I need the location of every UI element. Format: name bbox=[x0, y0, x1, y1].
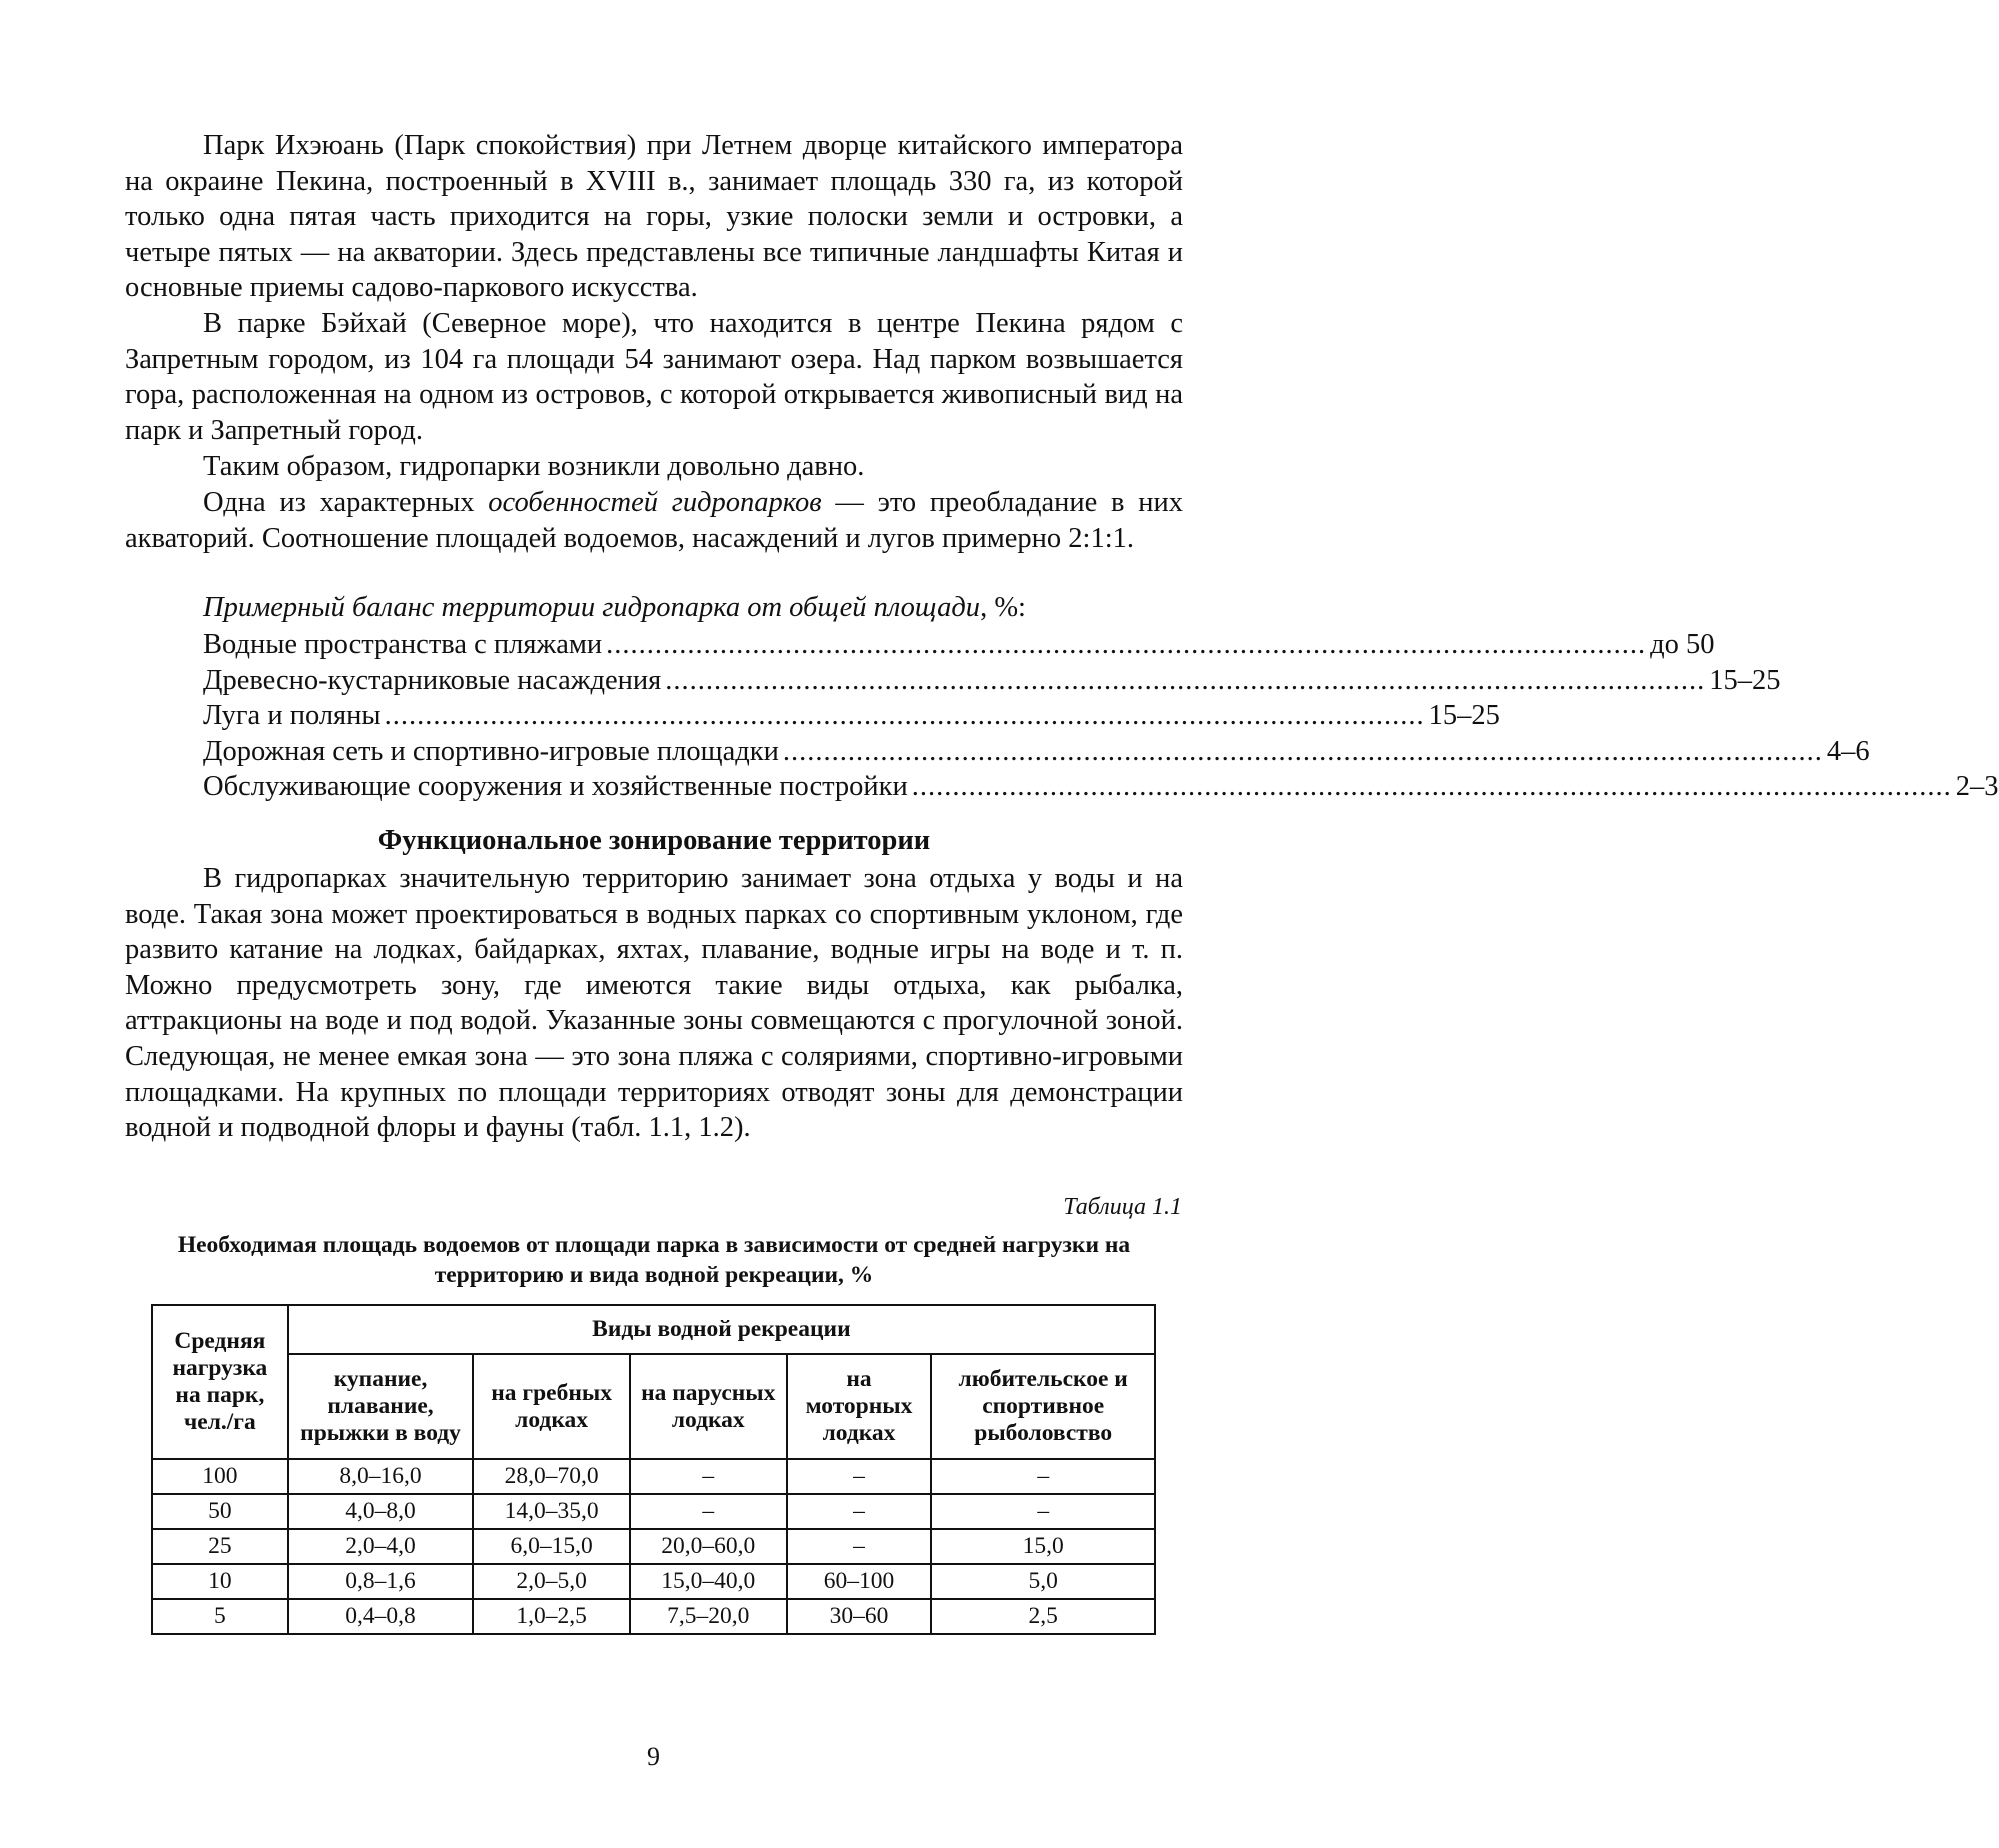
table-cell: 28,0–70,0 bbox=[473, 1459, 630, 1494]
balance-list bbox=[203, 627, 1999, 805]
dot-leader: ................................................................................................................................ bbox=[606, 629, 1647, 660]
balance-item-value: 4–6 bbox=[1826, 735, 1870, 767]
table-cell: 5,0 bbox=[931, 1564, 1155, 1599]
paragraph-zoning: В гидропарках значительную территорию занимает зона отдыха у воды и на воде. Такая зона может проектироваться в водных парках со спортивным уклоном, где развито катание на лодках, байдарках, яхтах, плавание, водные игры на воде и т. п. Можно предусмотреть зону, где имеются такие виды отдыха, как рыбалка, аттракционы на воде и под водой. Указанные зоны совмещаются с прогулочной зоной. Следующая, не менее емкая зона — это зона пляжа с соляриями, спортивно-игровыми площадками. На крупных по площади территориях отводят зоны для демонстрации водной и подводной флоры и фауны (табл. 1.1, 1.2). bbox=[125, 863, 1183, 1144]
table-cell: 2,0–5,0 bbox=[473, 1564, 630, 1599]
balance-item-label: Древесно-кустарниковые насаждения bbox=[203, 664, 662, 696]
table-cell: – bbox=[787, 1529, 932, 1564]
header-fishing: любительское и спортивное рыболовство bbox=[931, 1354, 1155, 1459]
table-cell: – bbox=[931, 1459, 1155, 1494]
paragraph-features bbox=[125, 485, 1183, 556]
table-cell: – bbox=[630, 1459, 787, 1494]
dot-leader: ................................................................................................................................ bbox=[911, 771, 1952, 803]
balance-item bbox=[203, 734, 1870, 770]
table-cell: 2,0–4,0 bbox=[288, 1529, 474, 1564]
table-cell: 14,0–35,0 bbox=[473, 1494, 630, 1529]
balance-item bbox=[203, 627, 1715, 663]
table-cell: 15,0 bbox=[931, 1529, 1155, 1564]
paragraph-summer-palace: Парк Ихэюань (Парк спокойствия) при Летнем дворце китайского императора на окраине Пекина, построенный в XVIII в., занимает площадь 330 га, из которой только одна пятая часть приходится на горы, узкие полоски земли и островки, а четыре пятых — на акватории. Здесь представлены все типичные ландшафты Китая и основные приемы садово-паркового искусства. bbox=[125, 130, 1183, 304]
table-cell: 20,0–60,0 bbox=[630, 1529, 787, 1564]
balance-item bbox=[203, 698, 1500, 734]
table-cell: 6,0–15,0 bbox=[473, 1529, 630, 1564]
paragraph-beihai-park: В парке Бэйхай (Северное море), что находится в центре Пекина рядом с Запретным городом, из 104 га площади 54 занимают озера. Над парком возвышается гора, расположенная на одном из островов, с которой открывается живописный вид на парк и Запретный город. bbox=[125, 308, 1183, 446]
table-cell: 2,5 bbox=[931, 1599, 1155, 1634]
balance-item-label: Водные пространства с пляжами bbox=[203, 629, 603, 660]
recreation-table bbox=[151, 1304, 1156, 1635]
balance-caption bbox=[203, 590, 1026, 626]
table-cell: 1,0–2,5 bbox=[473, 1599, 630, 1634]
balance-item-value: 15–25 bbox=[1428, 700, 1500, 732]
table-cell: – bbox=[787, 1494, 932, 1529]
header-sailing-boats: на парусных лодках bbox=[630, 1354, 787, 1459]
table-cell: – bbox=[931, 1494, 1155, 1529]
table-row bbox=[152, 1564, 1155, 1599]
paragraph-conclusion: Таким образом, гидропарки возникли довольно давно. bbox=[203, 451, 865, 482]
header-swimming: купание, плавание, прыжки в воду bbox=[288, 1354, 474, 1459]
header-load: Средняя нагрузка на парк, чел./га bbox=[152, 1305, 288, 1459]
table-cell: – bbox=[630, 1494, 787, 1529]
balance-item-label: Дорожная сеть и спортивно-игровые площадки bbox=[203, 735, 779, 767]
table-row bbox=[152, 1459, 1155, 1494]
balance-item-value: до 50 bbox=[1650, 629, 1715, 660]
section-heading: Функциональное зонирование территории bbox=[377, 825, 931, 856]
table-cell: 0,8–1,6 bbox=[288, 1564, 474, 1599]
balance-item bbox=[203, 769, 1999, 805]
balance-caption-unit: , %: bbox=[980, 592, 1026, 623]
table-cell: – bbox=[787, 1459, 932, 1494]
header-rowing-boats: на гребных лодках bbox=[473, 1354, 630, 1459]
table-cell: 100 bbox=[152, 1459, 288, 1494]
balance-caption-text: Примерный баланс территории гидропарка от общей площади bbox=[203, 592, 981, 623]
table-cell: 50 bbox=[152, 1494, 288, 1529]
balance-item-label: Луга и поляны bbox=[203, 700, 381, 732]
table-cell: 5 bbox=[152, 1599, 288, 1634]
features-text-end: — это преобладание в них акваторий. Соотношение площадей водоемов, насаждений и лугов примерно 2:1:1. bbox=[125, 487, 1183, 554]
balance-item-label: Обслуживающие сооружения и хозяйственные постройки bbox=[203, 771, 908, 803]
table-number: Таблица 1.1 bbox=[1063, 1194, 1182, 1220]
table-row bbox=[152, 1529, 1155, 1564]
table-cell: 15,0–40,0 bbox=[630, 1564, 787, 1599]
dot-leader: ................................................................................................................................ bbox=[782, 735, 1823, 767]
header-motor-boats: на моторных лодках bbox=[787, 1354, 932, 1459]
table-title: Необходимая площадь водоемов от площади парка в зависимости от средней нагрузки на территорию и вида водной рекреации, % bbox=[177, 1232, 1131, 1288]
table-cell: 60–100 bbox=[787, 1564, 932, 1599]
page-number: 9 bbox=[647, 1742, 660, 1771]
dot-leader: ................................................................................................................................ bbox=[384, 700, 1425, 732]
balance-item-value: 2–3 bbox=[1955, 771, 1999, 803]
dot-leader: ................................................................................................................................ bbox=[665, 664, 1706, 696]
table-cell: 25 bbox=[152, 1529, 288, 1564]
balance-item-value: 15–25 bbox=[1709, 664, 1781, 696]
table-cell: 30–60 bbox=[787, 1599, 932, 1634]
balance-item bbox=[203, 663, 1781, 699]
table-row bbox=[152, 1599, 1155, 1634]
table-cell: 8,0–16,0 bbox=[288, 1459, 474, 1494]
features-emphasis: особенностей гидропарков bbox=[488, 487, 822, 518]
table-cell: 7,5–20,0 bbox=[630, 1599, 787, 1634]
table-row bbox=[152, 1494, 1155, 1529]
table-cell: 10 bbox=[152, 1564, 288, 1599]
header-recreation-types: Виды водной рекреации bbox=[288, 1305, 1155, 1354]
table-cell: 4,0–8,0 bbox=[288, 1494, 474, 1529]
features-text-start: Одна из характерных bbox=[203, 487, 489, 518]
table-cell: 0,4–0,8 bbox=[288, 1599, 474, 1634]
